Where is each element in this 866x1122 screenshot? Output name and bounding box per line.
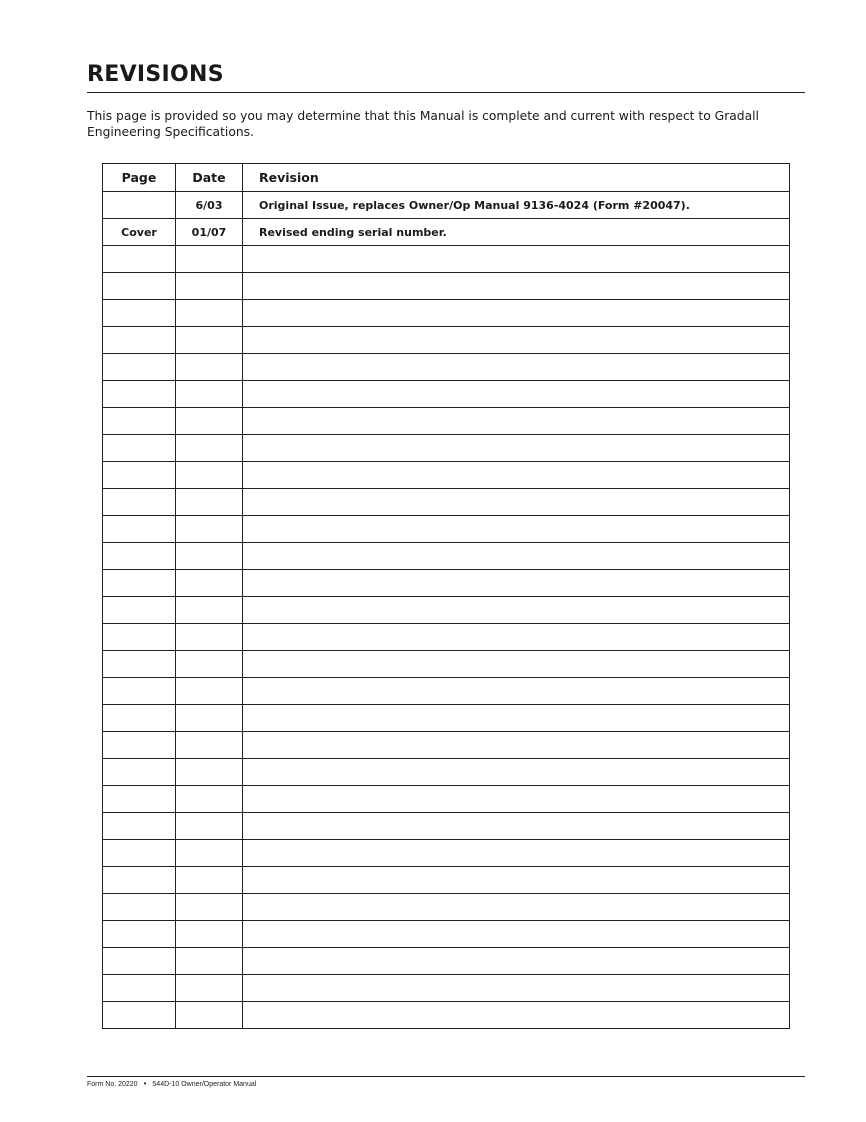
cell-date (176, 246, 243, 273)
cell-page (103, 705, 176, 732)
cell-revision (243, 408, 790, 435)
table-row (103, 300, 790, 327)
cell-revision (243, 246, 790, 273)
cell-revision (243, 813, 790, 840)
cell-revision (243, 678, 790, 705)
column-header-revision: Revision (243, 164, 790, 192)
cell-page (103, 948, 176, 975)
cell-date (176, 570, 243, 597)
cell-date (176, 462, 243, 489)
cell-revision (243, 786, 790, 813)
cell-date (176, 651, 243, 678)
table-row (103, 1002, 790, 1029)
cell-revision (243, 300, 790, 327)
table-row (103, 219, 790, 246)
cell-date: 6/03 (176, 192, 243, 219)
cell-page (103, 651, 176, 678)
footer-manual-name: 544D-10 Owner/Operator Manual (152, 1081, 257, 1088)
cell-date (176, 489, 243, 516)
table-row (103, 786, 790, 813)
table-row (103, 354, 790, 381)
cell-date (176, 705, 243, 732)
table-row (103, 678, 790, 705)
cell-date (176, 1002, 243, 1029)
cell-date (176, 516, 243, 543)
table-row (103, 543, 790, 570)
cell-page (103, 597, 176, 624)
cell-page (103, 516, 176, 543)
cell-page (103, 273, 176, 300)
table-row (103, 651, 790, 678)
cell-page (103, 813, 176, 840)
cell-date (176, 354, 243, 381)
table-row (103, 516, 790, 543)
cell-date (176, 759, 243, 786)
page-footer (87, 1079, 256, 1088)
cell-revision (243, 516, 790, 543)
cell-page (103, 300, 176, 327)
cell-page (103, 894, 176, 921)
table-row (103, 489, 790, 516)
cell-revision: Revised ending serial number. (243, 219, 790, 246)
cell-date (176, 786, 243, 813)
cell-page (103, 354, 176, 381)
column-header-page: Page (103, 164, 176, 192)
table-row (103, 867, 790, 894)
cell-date (176, 894, 243, 921)
table-row (103, 975, 790, 1002)
cell-page (103, 462, 176, 489)
table-row (103, 759, 790, 786)
table-row (103, 921, 790, 948)
title-divider (87, 92, 805, 93)
table-row (103, 705, 790, 732)
cell-page (103, 975, 176, 1002)
column-header-date: Date (176, 164, 243, 192)
table-row (103, 435, 790, 462)
cell-date (176, 624, 243, 651)
cell-page: Cover (103, 219, 176, 246)
table-row (103, 246, 790, 273)
cell-revision (243, 354, 790, 381)
cell-date (176, 408, 243, 435)
cell-page (103, 624, 176, 651)
cell-page (103, 381, 176, 408)
table-row (103, 894, 790, 921)
cell-date (176, 300, 243, 327)
cell-date (176, 435, 243, 462)
cell-date (176, 678, 243, 705)
footer-form-number: Form No. 20220 (87, 1081, 138, 1088)
cell-date (176, 327, 243, 354)
table-row (103, 624, 790, 651)
cell-revision (243, 381, 790, 408)
cell-revision (243, 759, 790, 786)
cell-revision (243, 840, 790, 867)
table-header-row (103, 164, 790, 192)
cell-revision (243, 867, 790, 894)
table-row (103, 597, 790, 624)
cell-date (176, 813, 243, 840)
cell-date (176, 543, 243, 570)
cell-revision (243, 435, 790, 462)
cell-revision (243, 273, 790, 300)
cell-page (103, 678, 176, 705)
footer-bullet: • (143, 1079, 147, 1088)
revisions-table (102, 163, 790, 1029)
table-row (103, 327, 790, 354)
table-row (103, 840, 790, 867)
cell-page (103, 327, 176, 354)
cell-date (176, 732, 243, 759)
cell-page (103, 786, 176, 813)
cell-date (176, 840, 243, 867)
cell-revision (243, 1002, 790, 1029)
cell-date (176, 948, 243, 975)
cell-page (103, 570, 176, 597)
cell-revision (243, 597, 790, 624)
cell-page (103, 543, 176, 570)
cell-revision (243, 327, 790, 354)
cell-page (103, 840, 176, 867)
table-row (103, 948, 790, 975)
cell-revision (243, 543, 790, 570)
cell-revision (243, 975, 790, 1002)
table-row (103, 462, 790, 489)
cell-revision (243, 921, 790, 948)
cell-page (103, 921, 176, 948)
cell-page (103, 489, 176, 516)
table-row (103, 813, 790, 840)
cell-page (103, 192, 176, 219)
cell-date (176, 273, 243, 300)
cell-revision (243, 624, 790, 651)
cell-page (103, 1002, 176, 1029)
cell-revision (243, 732, 790, 759)
cell-page (103, 732, 176, 759)
cell-page (103, 246, 176, 273)
cell-page (103, 435, 176, 462)
cell-page (103, 759, 176, 786)
cell-revision (243, 948, 790, 975)
cell-revision (243, 570, 790, 597)
cell-date (176, 921, 243, 948)
cell-revision: Original Issue, replaces Owner/Op Manual 9136-4024 (Form #20047). (243, 192, 790, 219)
cell-revision (243, 705, 790, 732)
cell-page (103, 867, 176, 894)
intro-paragraph: This page is provided so you may determine that this Manual is complete and current with respect to Gradall Engineering Specifications. (87, 109, 759, 139)
cell-date (176, 867, 243, 894)
cell-revision (243, 489, 790, 516)
page-title: REVISIONS (87, 62, 224, 87)
cell-date (176, 597, 243, 624)
table-row (103, 273, 790, 300)
table-row (103, 570, 790, 597)
table-row (103, 408, 790, 435)
cell-date (176, 381, 243, 408)
cell-revision (243, 651, 790, 678)
table-row (103, 732, 790, 759)
table-row (103, 192, 790, 219)
cell-date (176, 975, 243, 1002)
revisions-table-body (103, 192, 790, 1029)
footer-divider (87, 1076, 805, 1077)
cell-page (103, 408, 176, 435)
cell-revision (243, 462, 790, 489)
cell-revision (243, 894, 790, 921)
cell-date: 01/07 (176, 219, 243, 246)
table-row (103, 381, 790, 408)
